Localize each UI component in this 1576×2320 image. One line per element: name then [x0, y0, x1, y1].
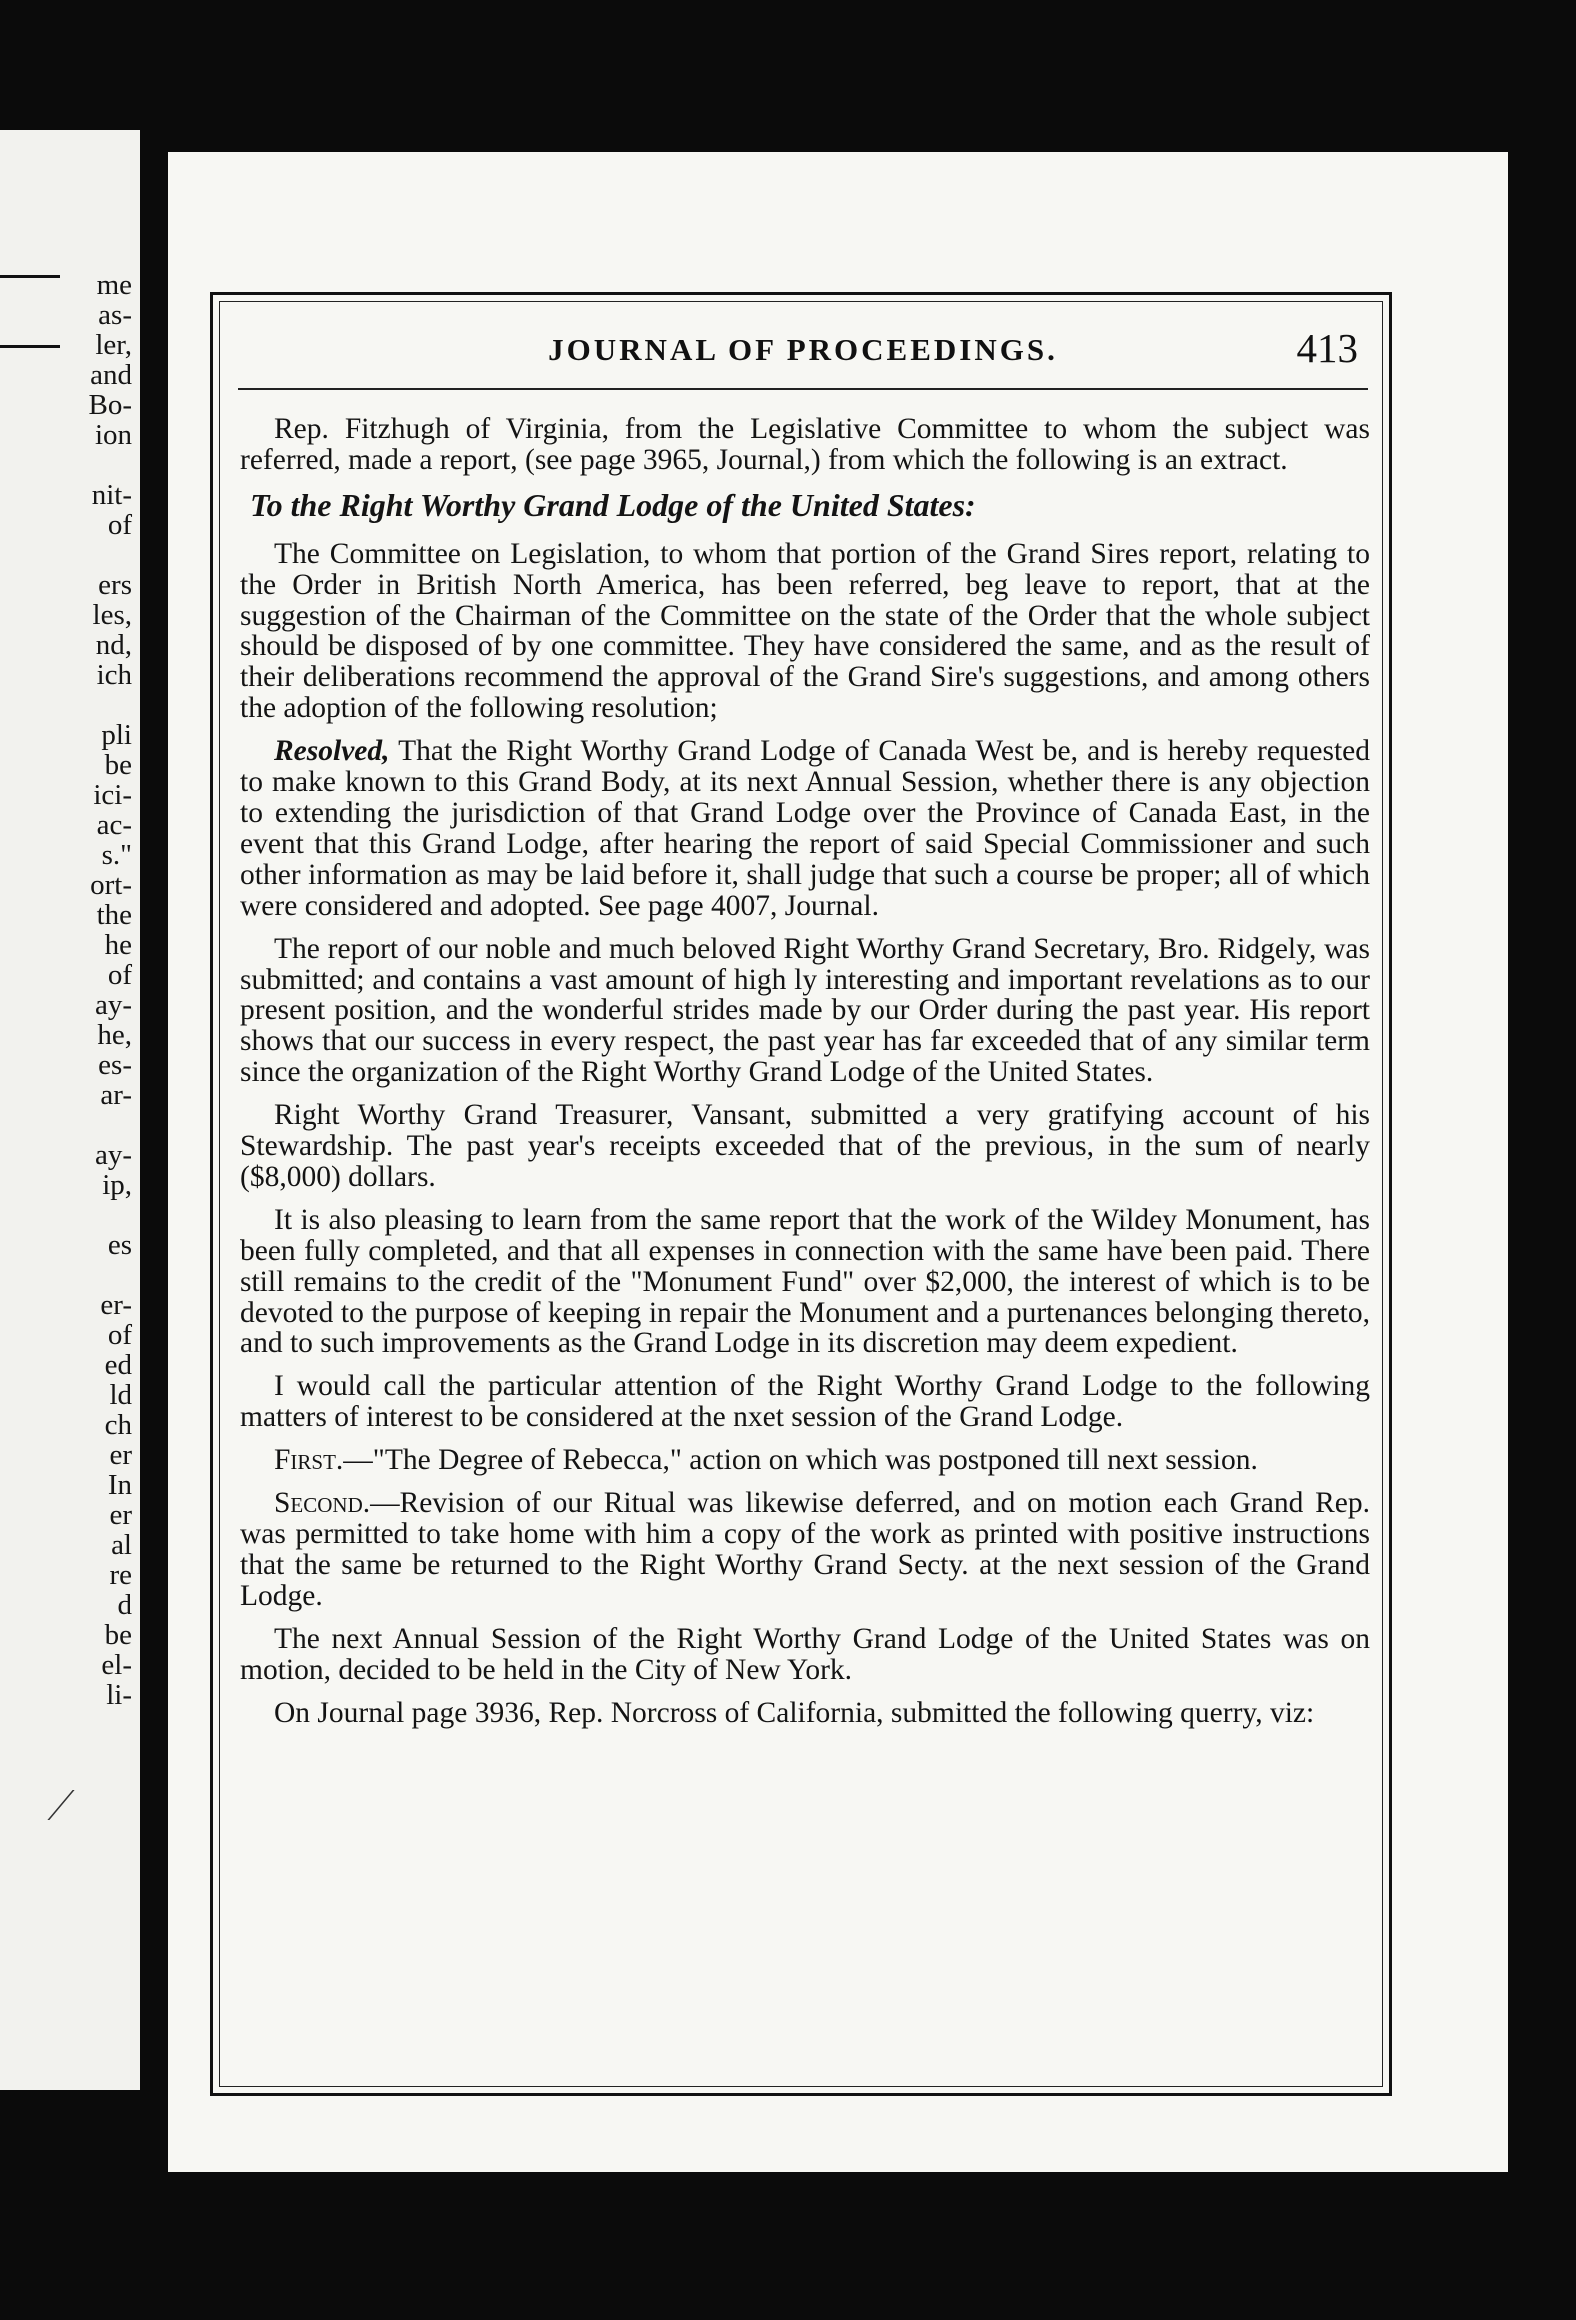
facing-page-word: al: [111, 1529, 132, 1561]
facing-page-word: ed: [104, 1349, 132, 1381]
paragraph: Rep. Fitzhugh of Virginia, from the Legislative Committee to whom the subject was referred, made a report, (see page 3965, Journal,) from which the following is an extract.: [240, 413, 1370, 476]
facing-page-word: ld: [109, 1379, 132, 1411]
facing-page-word: les,: [92, 599, 132, 631]
facing-page-word: Bo-: [88, 389, 132, 421]
paragraph: On Journal page 3936, Rep. Norcross of California, submitted the following querry, viz:: [274, 1696, 1315, 1729]
facing-page-word: pli: [101, 719, 132, 751]
paragraph: The Committee on Legislation, to whom that portion of the Grand Sires report, relating to the Order in British North America, has been referred, beg leave to report, that at the suggestion of the Chairman of the Committee on the state of the Order that the whole subject should be disposed of by one committee. They have considered the same, and as the result of their deliberations recommend the approval of the Grand Sire's suggestions, and among others the adoption of the following resolution;: [240, 537, 1370, 725]
page-body: [240, 414, 1370, 1740]
facing-page-word: ch: [104, 1409, 132, 1441]
facing-page-word: of: [107, 959, 132, 991]
facing-page-word: be: [104, 749, 132, 781]
facing-page-rule: [0, 275, 60, 278]
first-text: —"The Degree of Rebecca," action on which was postponed till next session.: [343, 1444, 1258, 1477]
paragraph: The next Annual Session of the Right Worthy Grand Lodge of the United States was on motion, decided to be held in the City of New York.: [240, 1622, 1370, 1686]
second-text: —Revision of our Ritual was likewise deferred, and on motion each Grand Rep. was permitted to take home with him a copy of the work as printed with positive instructions that the same be returned to the Right Worthy Grand Secty. at the next session of the Grand Lodge.: [240, 1487, 1370, 1612]
address-heading: To the Right Worthy Grand Lodge of the United States:: [250, 486, 976, 523]
resolved-lead: Resolved,: [274, 735, 390, 768]
list-item-second: [240, 1488, 1370, 1612]
facing-page-word: ers: [98, 569, 132, 601]
facing-page-word: ay-: [94, 989, 132, 1021]
facing-page-rule: [0, 345, 60, 348]
facing-page-word: ip,: [102, 1169, 132, 1201]
paragraph: It is also pleasing to learn from the same report that the work of the Wildey Monument, has been fully completed, and that all expenses in connection with the same have been paid. There still remains to the credit of the "Monument Fund" over $2,000, the interest of which is to be devoted to the purpose of keeping in repair the Monument and a purtenances belonging thereto, and to such improvements as the Grand Lodge in its discretion may deem expedient.: [240, 1203, 1370, 1360]
page-header: [238, 322, 1368, 390]
facing-page-word: the: [96, 899, 132, 931]
facing-page-word: as-: [98, 299, 132, 331]
paragraph: The report of our noble and much beloved Right Worthy Grand Secretary, Bro. Ridgely, was submitted; and contains a vast amount of high ly interesting and important revelations as to our present position, and the wonderful strides made by our Order during the past year. His report shows that our success in every respect, the past year has far exceeded that of any similar term since the organization of the Right Worthy Grand Lodge of the United States.: [240, 932, 1370, 1089]
facing-page-word: es-: [98, 1049, 132, 1081]
running-head: JOURNAL OF PROCEEDINGS.: [548, 332, 1058, 367]
facing-page-word: me: [96, 269, 132, 301]
facing-page-word: ort-: [90, 869, 132, 901]
resolution-text: That the Right Worthy Grand Lodge of Canada West be, and is hereby requested to make known to this Grand Body, at its next Annual Session, whether there is any objection to extending the jurisdiction of that Grand Lodge over the Province of Canada East, in the event that this Grand Lodge, after hearing the report of said Special Commissioner and such other information as may be laid before it, shall judge that such a course be proper; all of which were considered and adopted. See page 4007, Journal.: [240, 735, 1370, 922]
facing-page-word: re: [109, 1559, 132, 1591]
list-item-first: [240, 1445, 1370, 1476]
facing-page-word: be: [104, 1619, 132, 1651]
facing-page-word: and: [90, 359, 132, 391]
book-page: [168, 152, 1508, 2172]
facing-page-word: er-: [100, 1289, 132, 1321]
facing-page-word: he: [104, 929, 132, 961]
first-lead: First.: [274, 1444, 344, 1477]
facing-page-fragment: [0, 130, 140, 2090]
paragraph: Right Worthy Grand Treasurer, Vansant, submitted a very gratifying account of his Stewardship. The past year's receipts exceeded that of the previous, in the sum of nearly ($8,000) dollars.: [240, 1099, 1370, 1193]
second-lead: Second.: [274, 1487, 371, 1520]
facing-page-word: er: [109, 1439, 132, 1471]
facing-page-word: s.": [101, 839, 132, 871]
facing-page-word: ay-: [94, 1139, 132, 1171]
resolution-paragraph: [240, 736, 1370, 921]
facing-page-word: of: [107, 509, 132, 541]
facing-page-word: of: [107, 1319, 132, 1351]
facing-page-word: es: [107, 1229, 132, 1261]
facing-page-word: li-: [106, 1679, 132, 1711]
facing-page-word: ac-: [96, 809, 132, 841]
facing-page-word: el-: [101, 1649, 132, 1681]
facing-page-word: ler,: [95, 329, 132, 361]
facing-page-word: ar-: [100, 1079, 132, 1111]
facing-page-word: ici-: [93, 779, 132, 811]
facing-page-word: nit-: [91, 479, 132, 511]
facing-page-word: he,: [97, 1019, 132, 1051]
page-number: 413: [1296, 325, 1358, 371]
facing-page-word: ich: [96, 659, 132, 691]
facing-page-word: er: [109, 1499, 132, 1531]
facing-page-word: nd,: [95, 629, 132, 661]
facing-page-word: ion: [94, 419, 132, 451]
paragraph: I would call the particular attention of the Right Worthy Grand Lodge to the following matters of interest to be considered at the nxet session of the Grand Lodge.: [240, 1370, 1370, 1434]
facing-page-word: d: [117, 1589, 132, 1621]
facing-page-word: In: [107, 1469, 132, 1501]
